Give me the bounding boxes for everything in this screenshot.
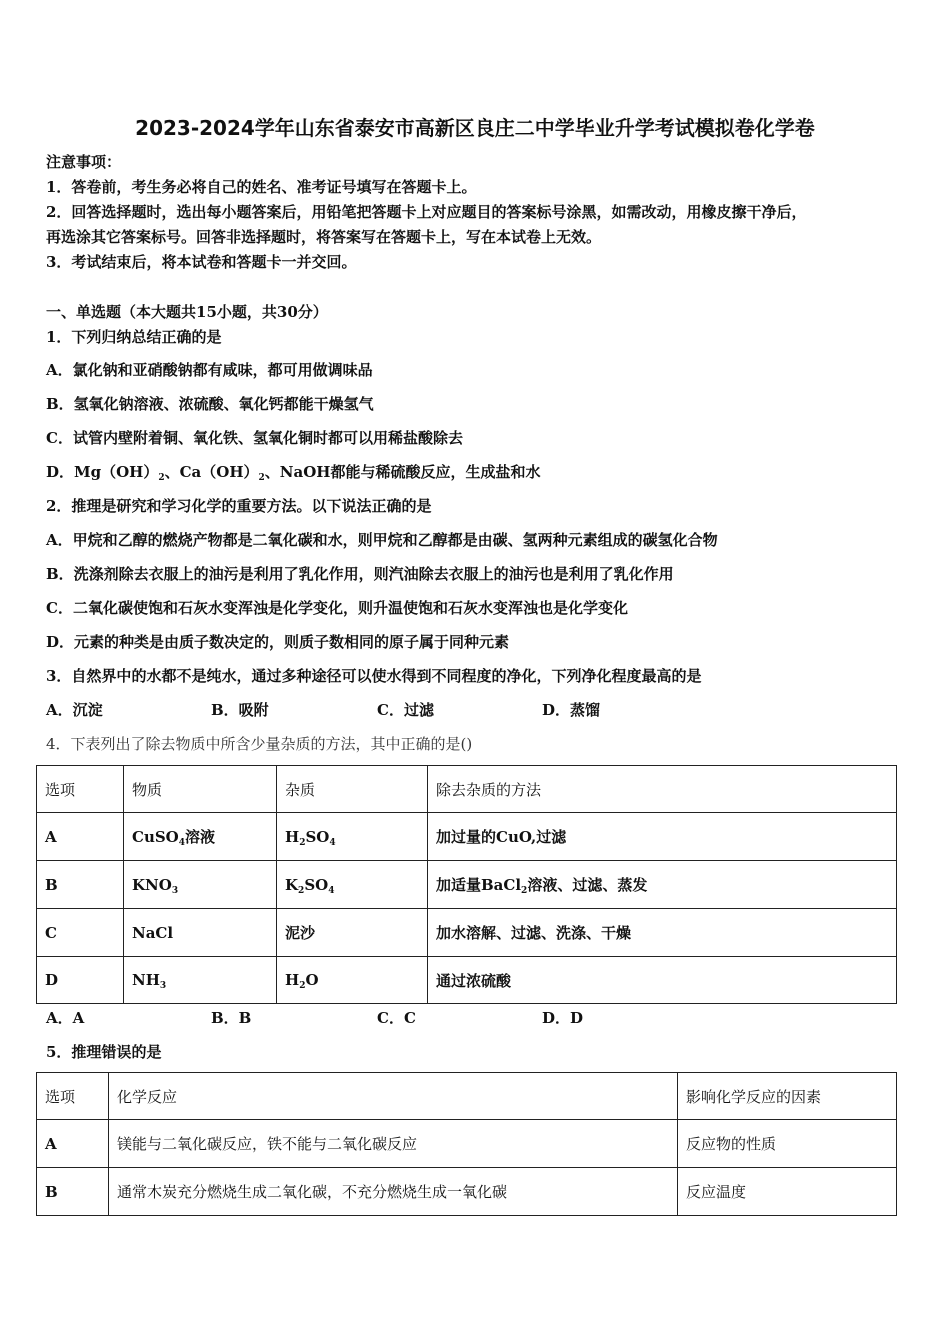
q5-row-a-reaction: 镁能与二氧化碳反应，铁不能与二氧化碳反应 [109,1120,678,1168]
q2-option-d: D．元素的种类是由质子数决定的，则质子数相同的原子属于同种元素 [46,633,510,651]
q5-row-b-factor: 反应温度 [678,1168,897,1216]
q3-option-d: D．蒸馏 [542,701,601,719]
q4-option-c: C．C [377,1009,416,1027]
q5-row-a-option: A [37,1120,109,1168]
table-row [37,1120,897,1168]
q2-option-a: A．甲烷和乙醇的燃烧产物都是二氧化碳和水，则甲烷和乙醇都是由碳、氢两种元素组成的碳氢化合物 [46,531,718,549]
notice-item-1: 1．答卷前，考生务必将自己的姓名、准考证号填写在答题卡上。 [46,178,477,196]
q2-stem: 2．推理是研究和学习化学的重要方法。以下说法正确的是 [46,497,432,515]
q3-option-c: C．过滤 [377,701,434,719]
q3-option-b: B．吸附 [211,701,269,719]
q4-header-method: 除去杂质的方法 [428,766,897,813]
q1-option-b: B．氢氧化钠溶液、浓硫酸、氧化钙都能干燥氢气 [46,395,374,413]
q5-row-b-reaction: 通常木炭充分燃烧生成二氧化碳，不充分燃烧生成一氧化碳 [109,1168,678,1216]
q4-row-b-method: 加适量BaCl$_2$溶液、过滤、蒸发 [428,861,897,909]
q5-row-a-factor: 反应物的性质 [678,1120,897,1168]
q4-row-d-method: 通过浓硫酸 [428,957,897,1004]
q2-option-c: C．二氧化碳使饱和石灰水变浑浊是化学变化，则升温使饱和石灰水变浑浊也是化学变化 [46,599,628,617]
q4-row-b-impurity: $K_2SO_4$ [277,861,428,909]
q4-row-d-option: D [37,957,124,1004]
q3-option-a: A．沉淀 [46,701,103,719]
q4-row-a-method: 加过量的CuO,过滤 [428,813,897,861]
q5-header-option: 选项 [37,1073,109,1120]
q4-table-header [37,766,897,813]
q5-table [36,1072,897,1216]
section-heading: 一、单选题（本大题共15小题，共30分） [46,303,328,321]
q1-option-c: C．试管内壁附着铜、氧化铁、氢氧化铜时都可以用稀盐酸除去 [46,429,463,447]
q4-row-b-option: B [37,861,124,909]
q4-row-b-substance: $KNO_3$ [124,861,277,909]
q5-row-b-option: B [37,1168,109,1216]
q3-stem: 3．自然界中的水都不是纯水，通过多种途径可以使水得到不同程度的净化，下列净化程度最高的是 [46,667,702,685]
notice-item-3: 3．考试结束后，将本试卷和答题卡一并交回。 [46,253,357,271]
q4-header-impurity: 杂质 [277,766,428,813]
q5-table-header [37,1073,897,1120]
q4-row-d-substance: $NH_3$ [124,957,277,1004]
notice-item-2: 2．回答选择题时，选出每小题答案后，用铅笔把答题卡上对应题目的答案标号涂黑，如需改动，用橡皮擦干净后， [46,203,807,221]
q4-header-option: 选项 [37,766,124,813]
q4-header-substance: 物质 [124,766,277,813]
q4-row-c-option: C [37,909,124,957]
q4-option-d: D．D [542,1009,584,1027]
notice-heading: 注意事项： [46,153,122,171]
q1-option-d: D．$Mg(OH)_2$、$Ca(OH)_2$、NaOH都能与稀硫酸反应，生成盐和水 [46,463,541,483]
q1-option-a: A．氯化钠和亚硝酸钠都有咸味，都可用做调味品 [46,361,373,379]
q5-stem: 5．推理错误的是 [46,1043,162,1061]
table-row [37,813,897,861]
q4-row-a-option: A [37,813,124,861]
exam-title: 2023-2024学年山东省泰安市高新区良庄二中学毕业升学考试模拟卷化学卷 [135,116,815,140]
q2-option-b: B．洗涤剂除去衣服上的油污是利用了乳化作用，则汽油除去衣服上的油污也是利用了乳化作用 [46,565,674,583]
q4-row-a-substance: CuSO$_4$溶液 [124,813,277,861]
q4-row-d-impurity: $H_2O$ [277,957,428,1004]
table-row [37,1168,897,1216]
q1-stem: 1．下列归纳总结正确的是 [46,328,222,346]
q4-option-a: A．A [46,1009,85,1027]
q4-table [36,765,897,1004]
q4-row-a-impurity: $H_2SO_4$ [277,813,428,861]
q5-header-factor: 影响化学反应的因素 [678,1073,897,1120]
q4-row-c-method: 加水溶解、过滤、洗涤、干燥 [428,909,897,957]
table-row [37,909,897,957]
q5-header-reaction: 化学反应 [109,1073,678,1120]
q4-option-b: B．B [211,1009,252,1027]
table-row [37,957,897,1004]
notice-item-2-cont: 再选涂其它答案标号。回答非选择题时，将答案写在答题卡上，写在本试卷上无效。 [46,228,602,246]
table-row [37,861,897,909]
q4-row-c-substance: NaCl [124,909,277,957]
q4-stem: 4．下表列出了除去物质中所含少量杂质的方法，其中正确的是() [46,735,473,753]
q4-row-c-impurity: 泥沙 [277,909,428,957]
